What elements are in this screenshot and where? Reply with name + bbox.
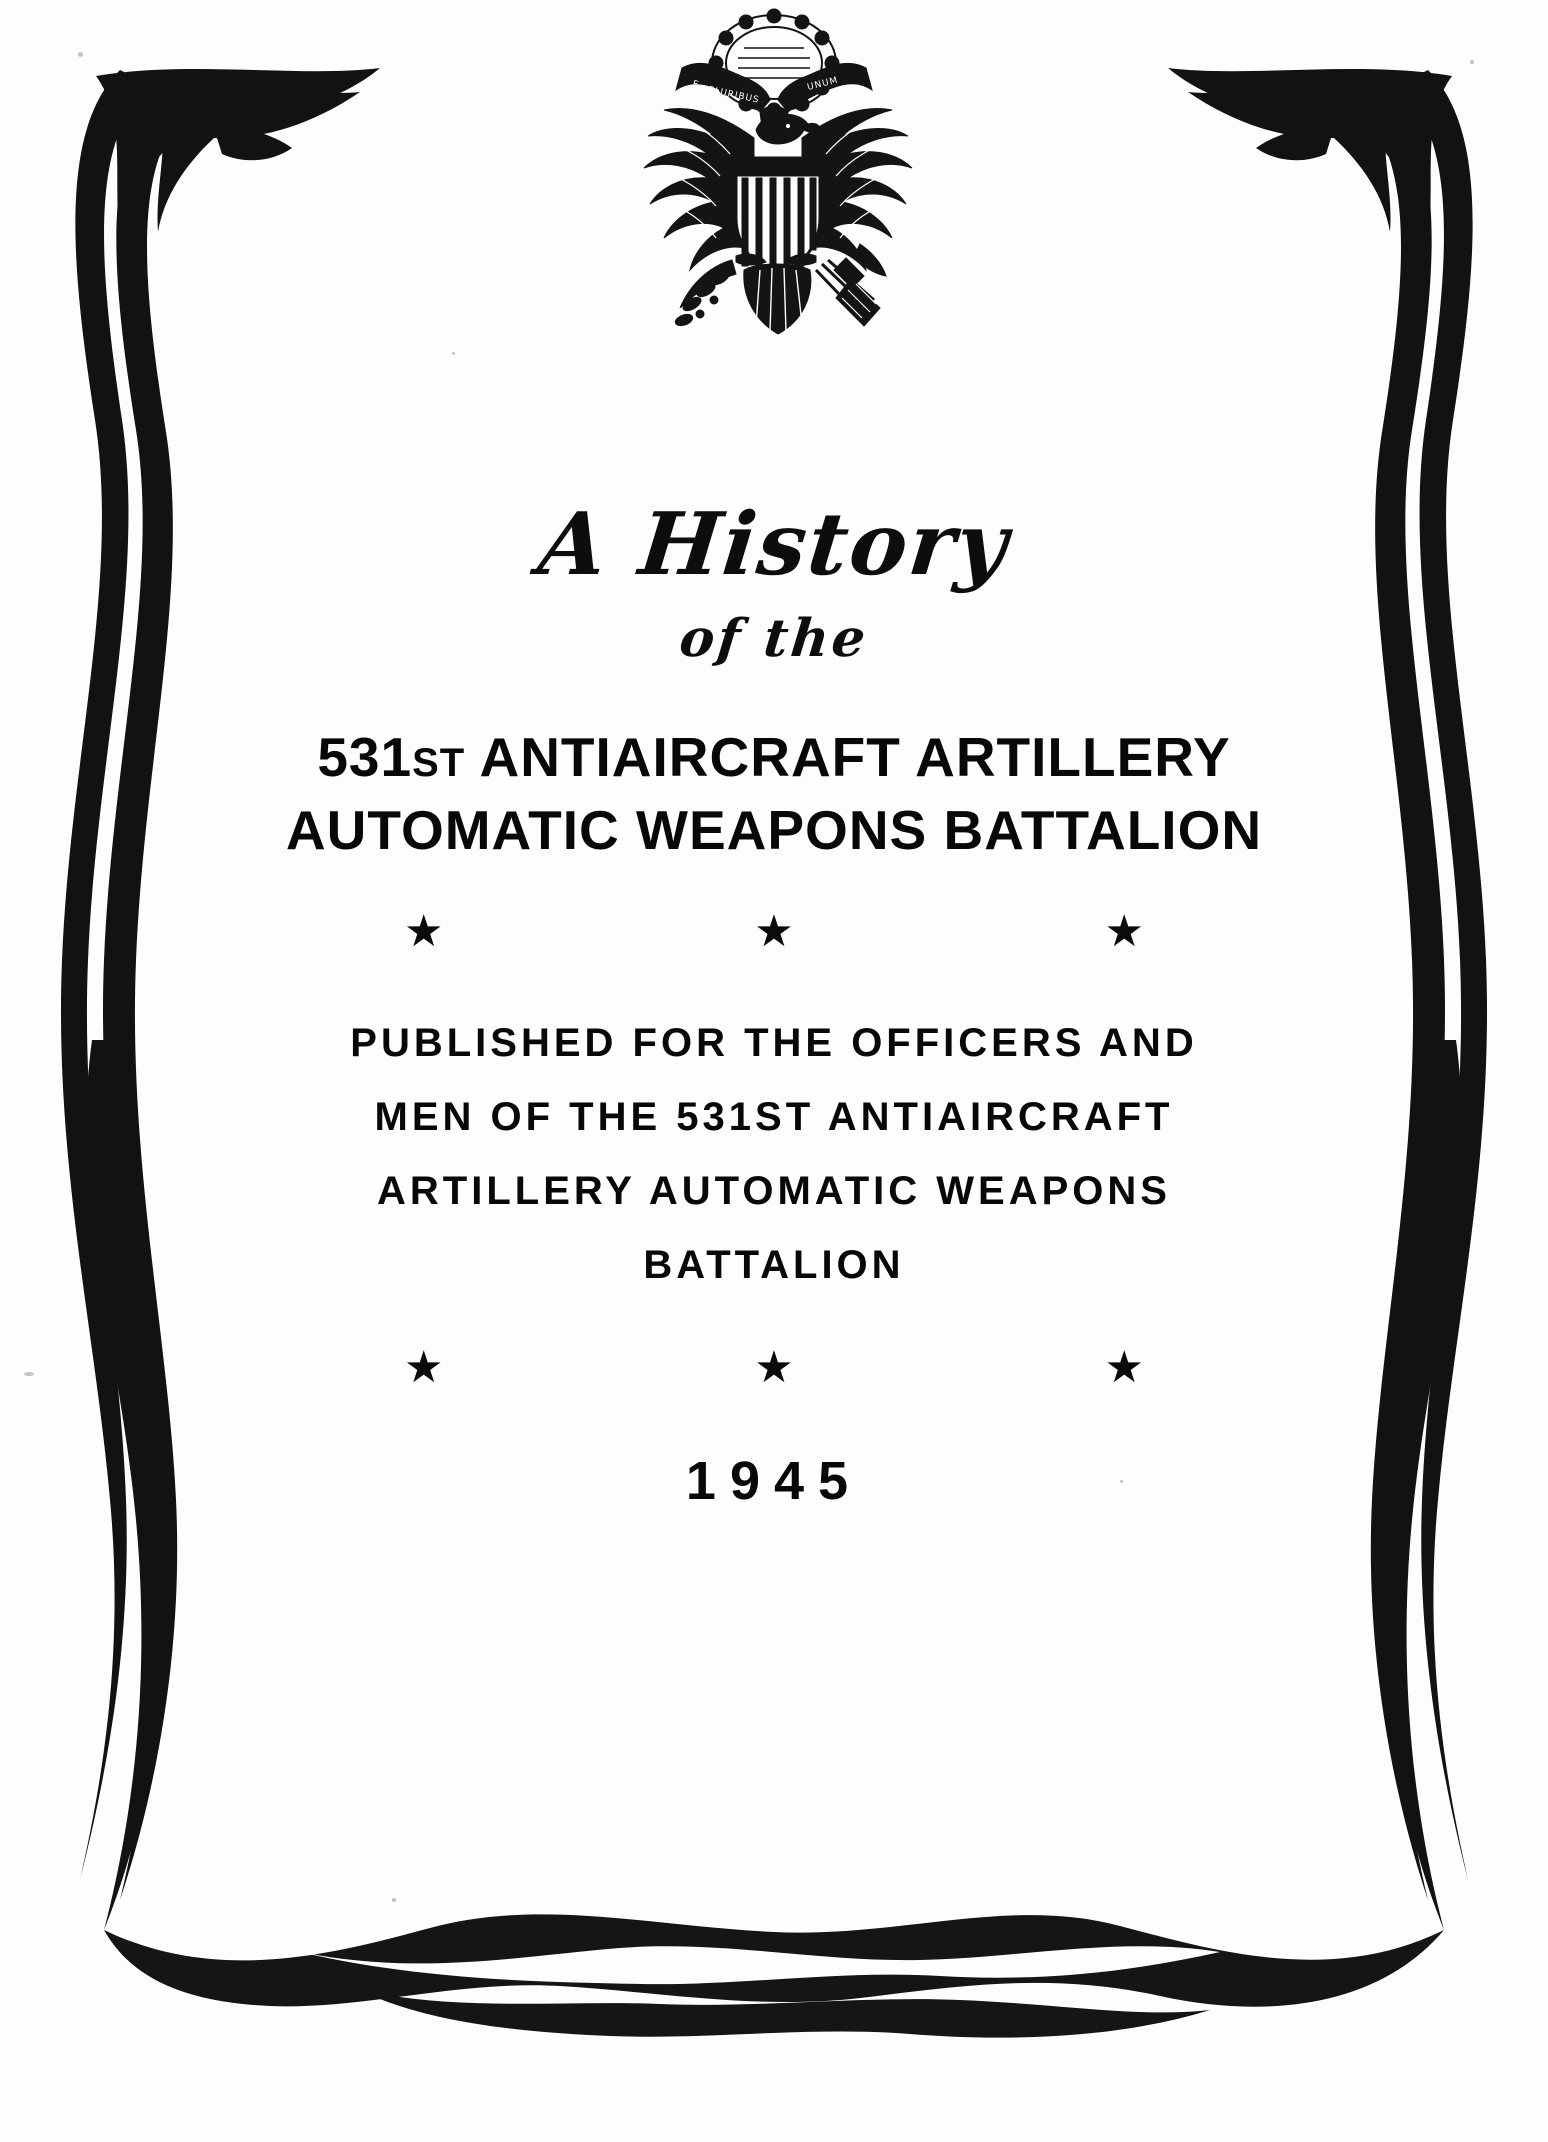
dedication-line: PUBLISHED FOR THE OFFICERS AND bbox=[350, 1021, 1198, 1066]
unit-number: 531 bbox=[317, 726, 413, 789]
unit-number-suffix: ST bbox=[412, 741, 466, 786]
star-icon: ★ bbox=[1104, 907, 1144, 957]
svg-text:E: E bbox=[691, 79, 701, 91]
unit-name bbox=[0, 721, 1548, 866]
dedication-line: MEN OF THE 531ST ANTIAIRCRAFT bbox=[374, 1095, 1174, 1140]
svg-text:PLURIBUS: PLURIBUS bbox=[707, 85, 761, 106]
dedication-text bbox=[214, 1006, 1334, 1302]
great-seal-eagle-emblem bbox=[564, 8, 984, 448]
star-divider-bottom bbox=[404, 1343, 1144, 1393]
star-icon: ★ bbox=[754, 907, 794, 957]
star-icon: ★ bbox=[754, 1343, 794, 1393]
unit-name-line-1 bbox=[0, 721, 1548, 794]
unit-branch: ANTIAIRCRAFT ARTILLERY bbox=[479, 726, 1231, 789]
star-divider-top bbox=[404, 907, 1144, 957]
page-subtitle: of the bbox=[676, 608, 872, 670]
star-icon: ★ bbox=[404, 1343, 444, 1393]
publication-year: 1945 bbox=[685, 1451, 863, 1512]
star-icon: ★ bbox=[1104, 1343, 1144, 1393]
title-text-block bbox=[0, 494, 1548, 1512]
page-title: A History bbox=[534, 494, 1015, 595]
dedication-line: BATTALION bbox=[643, 1243, 905, 1288]
star-icon: ★ bbox=[404, 907, 444, 957]
svg-text:UNUM: UNUM bbox=[806, 75, 840, 93]
dedication-line: ARTILLERY AUTOMATIC WEAPONS bbox=[377, 1169, 1171, 1214]
unit-name-line-2: AUTOMATIC WEAPONS BATTALION bbox=[285, 798, 1263, 861]
